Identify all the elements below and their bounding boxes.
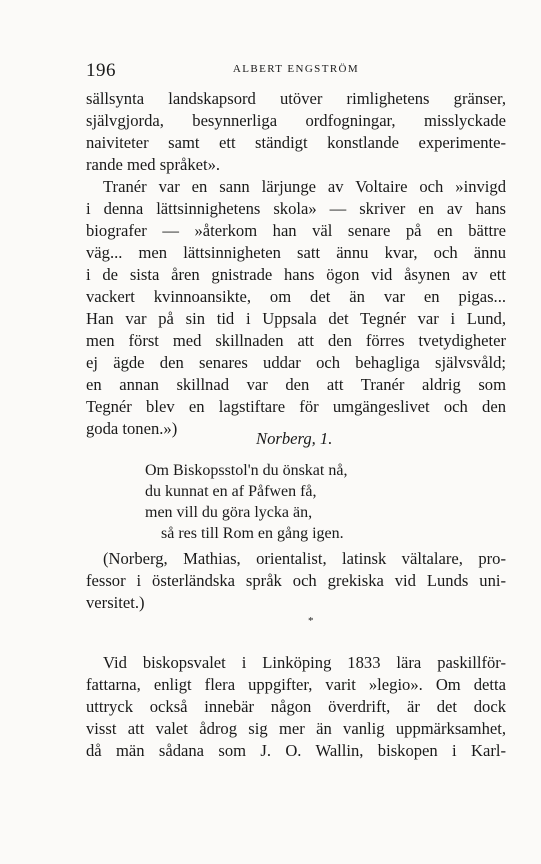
text-line: naiviteter samt ett ständigt konstlande experimente- — [86, 133, 506, 152]
section-separator: * — [308, 615, 314, 627]
verse-line: men vill du göra lycka än, — [145, 504, 313, 521]
text-line: visst att valet ådrog sig mer än vanlig uppmärksamhet, — [86, 719, 506, 738]
quote-attribution: Norberg, 1. — [256, 429, 333, 448]
verse-line: så res till Rom en gång igen. — [161, 525, 344, 542]
text-line: Vid biskopsvalet i Linköping 1833 lära paskillför- — [103, 653, 506, 672]
page-number: 196 — [86, 60, 116, 81]
text-line: självgjorda, besynnerliga ordfogningar, misslyckade — [86, 111, 506, 130]
note-line: (Norberg, Mathias, orientalist, latinsk vältalare, pro- — [103, 549, 506, 568]
text-line: sällsynta landskapsord utöver rimlighetens gränser, — [86, 89, 506, 108]
text-line: Tranér var en sann lärjunge av Voltaire och »invigd — [103, 177, 506, 196]
verse-line: Om Biskopsstol'n du önskat nå, — [145, 462, 348, 479]
text-line: Tegnér blev en lagstiftare för umgängeslivet och den — [86, 397, 506, 416]
text-line: men först med skillnaden att den förres tvetydigheter — [86, 331, 506, 350]
text-line: Han var på sin tid i Uppsala det Tegnér var i Lund, — [86, 309, 506, 328]
text-line: goda tonen.») — [86, 419, 178, 438]
text-line: i de sista åren gnistrade hans ögon vid åsynen av ett — [86, 265, 506, 284]
note-line: fessor i österländska språk och grekiska vid Lunds uni- — [86, 571, 506, 590]
text-line: väg... men lättsinnigheten satt ännu kvar, och ännu — [86, 243, 506, 262]
running-title: ALBERT ENGSTRÖM — [232, 63, 360, 75]
text-line: då män sådana som J. O. Wallin, biskopen i Karl- — [86, 741, 506, 760]
note-line: versitet.) — [86, 593, 145, 612]
text-line: en annan skillnad var den att Tranér aldrig som — [86, 375, 506, 394]
text-line: vackert kvinnoansikte, om det än var en pigas... — [86, 287, 506, 306]
text-line: biografer — »återkom han väl senare på en bättre — [86, 221, 506, 240]
text-line: uttryck också innebär någon överdrift, är det dock — [86, 697, 506, 716]
text-line: rande med språket». — [86, 155, 221, 174]
text-line: ej ägde den senares uddar och behagliga självsvåld; — [86, 353, 506, 372]
running-head — [86, 60, 506, 82]
text-line: i denna lättsinnighetens skola» — skriver en av hans — [86, 199, 506, 218]
verse-line: du kunnat en af Påfwen få, — [145, 483, 317, 500]
text-line: fattarna, enligt flera uppgifter, varit »legio». Om detta — [86, 675, 506, 694]
